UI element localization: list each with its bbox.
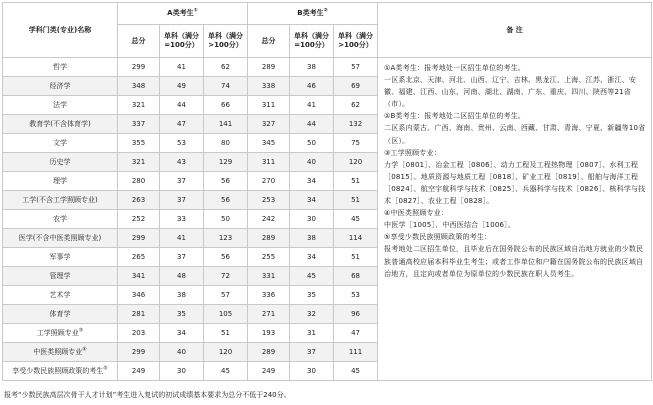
cell-b-single100: 50	[290, 134, 334, 153]
cell-a-total: 299	[118, 343, 160, 362]
cell-a-single100: 34	[160, 324, 204, 343]
cell-b-single100: 35	[290, 286, 334, 305]
remark-zone-b-provinces: 二区系内蒙古、广西、海南、贵州、云南、西藏、甘肃、青海、宁夏、新疆等10省（区）。	[384, 124, 646, 145]
cell-a-single100: 40	[160, 343, 204, 362]
remark-engineering-list: 力学［0801］、冶金工程［0806］、动力工程及工程热物理［0807］、水利工程［0815］、地质资源与地质工程［0818］、矿业工程［0819］、船舶与海洋工程［0824］、航空宇航科学与技术［0825］、兵器科学与技术［0826］、核科学与技术［0827］、农业工程［0828］。	[384, 160, 646, 206]
cell-a-single-over100: 129	[204, 153, 248, 172]
cell-a-total: 341	[118, 267, 160, 286]
header-remarks: 备 注	[378, 3, 652, 58]
cell-a-single100: 33	[160, 210, 204, 229]
remark-zone-b: ②B类考生：报考地处二区招生单位的考生。	[384, 112, 526, 121]
cell-b-total: 289	[248, 58, 290, 77]
cell-b-single100: 34	[290, 172, 334, 191]
cell-b-single100: 40	[290, 153, 334, 172]
footnote: 报考“少数民族高层次骨干人才计划”考生进入复试的初试成绩基本要求为总分不低于240分。	[4, 391, 291, 399]
cell-a-single100: 41	[160, 229, 204, 248]
cell-a-single-over100: 123	[204, 229, 248, 248]
cell-a-single-over100: 66	[204, 96, 248, 115]
header-category: 学科门类(专业)名称	[3, 3, 118, 58]
header-zone-a: A类考生①	[118, 3, 248, 25]
cell-a-single100: 37	[160, 248, 204, 267]
cell-a-single100: 49	[160, 77, 204, 96]
row-name: 军事学	[3, 248, 118, 267]
cell-b-total: 327	[248, 115, 290, 134]
cell-b-single100: 34	[290, 191, 334, 210]
table-row	[3, 58, 652, 77]
cell-b-single100: 30	[290, 362, 334, 381]
cell-b-total: 271	[248, 305, 290, 324]
cell-b-single-over100: 96	[334, 305, 378, 324]
header-total-b: 总分	[248, 25, 290, 58]
cell-b-total: 270	[248, 172, 290, 191]
row-name: 享受少数民族照顾政策的考生⑤	[3, 362, 118, 381]
cell-a-total: 337	[118, 115, 160, 134]
cell-b-single-over100: 51	[334, 248, 378, 267]
row-name: 理学	[3, 172, 118, 191]
cell-b-single-over100: 51	[334, 172, 378, 191]
cell-a-single-over100: 105	[204, 305, 248, 324]
cell-a-single-over100: 57	[204, 286, 248, 305]
row-name: 文学	[3, 134, 118, 153]
cell-b-single-over100: 111	[334, 343, 378, 362]
cell-a-single-over100: 62	[204, 58, 248, 77]
cell-a-total: 263	[118, 191, 160, 210]
cell-a-single-over100: 80	[204, 134, 248, 153]
cell-b-single-over100: 51	[334, 191, 378, 210]
cell-a-single100: 44	[160, 96, 204, 115]
row-name: 农学	[3, 210, 118, 229]
cell-a-total: 249	[118, 362, 160, 381]
cell-a-single100: 43	[160, 153, 204, 172]
cell-a-single100: 38	[160, 286, 204, 305]
remark-minority-text: 报考地处二区招生单位，且毕业后在国务院公布的民族区域自治地方就业的少数民族普通高校应届本科毕业生考生；或者工作单位和户籍在国务院公布的民族区域自治地方，且定向或者单位为原单位的少数民族在职人员考生。	[384, 245, 644, 278]
cell-b-total: 336	[248, 286, 290, 305]
cell-b-single-over100: 132	[334, 115, 378, 134]
cell-a-single-over100: 56	[204, 172, 248, 191]
cell-b-single-over100: 57	[334, 58, 378, 77]
cell-b-total: 311	[248, 153, 290, 172]
cell-b-single100: 44	[290, 115, 334, 134]
cell-b-single100: 38	[290, 58, 334, 77]
row-name: 艺术学	[3, 286, 118, 305]
cell-a-total: 348	[118, 77, 160, 96]
cell-b-single-over100: 47	[334, 324, 378, 343]
row-name: 医学(不含中医类照顾专业)	[3, 229, 118, 248]
cell-a-total: 281	[118, 305, 160, 324]
cell-b-total: 311	[248, 96, 290, 115]
cell-b-single-over100: 120	[334, 153, 378, 172]
cell-a-single-over100: 45	[204, 362, 248, 381]
cell-b-total: 242	[248, 210, 290, 229]
remark-minority-title: ⑤享受少数民族照顾政策的考生：	[384, 233, 492, 242]
cell-b-total: 249	[248, 362, 290, 381]
cell-a-single100: 47	[160, 115, 204, 134]
cell-a-total: 321	[118, 153, 160, 172]
cell-a-total: 299	[118, 58, 160, 77]
cell-a-total: 346	[118, 286, 160, 305]
cell-b-single100: 31	[290, 324, 334, 343]
cell-b-total: 338	[248, 77, 290, 96]
remark-zone-a-provinces: 一区系北京、天津、河北、山西、辽宁、吉林、黑龙江、上海、江苏、浙江、安徽、福建、江西、山东、河南、湖北、湖南、广东、重庆、四川、陕西等21省（市）。	[384, 76, 637, 109]
cell-b-single100: 32	[290, 305, 334, 324]
row-name: 工学照顾专业③	[3, 324, 118, 343]
header-single-100-b: 单科（满分=100分）	[290, 25, 334, 58]
row-name: 哲学	[3, 58, 118, 77]
cell-a-total: 265	[118, 248, 160, 267]
cell-b-total: 331	[248, 267, 290, 286]
cell-a-total: 299	[118, 229, 160, 248]
cell-a-single-over100: 72	[204, 267, 248, 286]
cell-b-total: 289	[248, 229, 290, 248]
cell-b-total: 255	[248, 248, 290, 267]
cell-b-single-over100: 45	[334, 362, 378, 381]
cell-b-total: 345	[248, 134, 290, 153]
cell-a-single100: 37	[160, 191, 204, 210]
cell-b-single-over100: 53	[334, 286, 378, 305]
cell-b-single-over100: 45	[334, 210, 378, 229]
cell-a-single-over100: 56	[204, 248, 248, 267]
cell-b-single100: 37	[290, 343, 334, 362]
cell-b-single100: 30	[290, 210, 334, 229]
row-name: 教育学(不含体育学)	[3, 115, 118, 134]
cell-a-total: 252	[118, 210, 160, 229]
remark-engineering-title: ③工学照顾专业：	[384, 148, 441, 157]
header-zone-b: B类考生②	[248, 3, 378, 25]
cell-b-total: 253	[248, 191, 290, 210]
cell-b-total: 289	[248, 343, 290, 362]
cell-a-single-over100: 50	[204, 210, 248, 229]
cell-a-total: 321	[118, 96, 160, 115]
header-single-100-a: 单科（满分=100分）	[160, 25, 204, 58]
cell-a-single-over100: 56	[204, 191, 248, 210]
cell-a-single100: 35	[160, 305, 204, 324]
header-single-over100-a: 单科（满分>100分）	[204, 25, 248, 58]
remark-tcm-title: ④中医类照顾专业：	[384, 209, 449, 218]
row-name: 体育学	[3, 305, 118, 324]
cell-b-single100: 38	[290, 229, 334, 248]
remarks-cell	[378, 58, 652, 381]
cell-b-single-over100: 114	[334, 229, 378, 248]
cell-a-single-over100: 120	[204, 343, 248, 362]
row-name: 管理学	[3, 267, 118, 286]
cell-b-single100: 45	[290, 267, 334, 286]
cell-b-single100: 46	[290, 77, 334, 96]
cell-a-single100: 37	[160, 172, 204, 191]
cell-b-total: 193	[248, 324, 290, 343]
cell-a-total: 203	[118, 324, 160, 343]
cell-a-single-over100: 74	[204, 77, 248, 96]
cell-b-single100: 34	[290, 248, 334, 267]
cell-b-single-over100: 62	[334, 96, 378, 115]
row-name: 中医类照顾专业④	[3, 343, 118, 362]
header-total-a: 总分	[118, 25, 160, 58]
row-name: 法学	[3, 96, 118, 115]
row-name: 经济学	[3, 77, 118, 96]
row-name: 工学(不含工学照顾专业)	[3, 191, 118, 210]
remark-tcm-list: 中医学［1005］、中西医结合［1006］。	[384, 221, 516, 230]
cell-a-single100: 53	[160, 134, 204, 153]
cell-b-single-over100: 69	[334, 77, 378, 96]
cell-a-total: 280	[118, 172, 160, 191]
cell-a-single-over100: 51	[204, 324, 248, 343]
cell-b-single-over100: 68	[334, 267, 378, 286]
cell-a-single100: 48	[160, 267, 204, 286]
cell-a-total: 355	[118, 134, 160, 153]
header-single-over100-b: 单科（满分>100分）	[334, 25, 378, 58]
remark-zone-a: ①A类考生：报考地处一区招生单位的考生。	[384, 64, 526, 72]
cell-b-single-over100: 75	[334, 134, 378, 153]
score-table	[2, 2, 652, 381]
cell-a-single100: 30	[160, 362, 204, 381]
cell-a-single-over100: 141	[204, 115, 248, 134]
cell-a-single100: 41	[160, 58, 204, 77]
row-name: 历史学	[3, 153, 118, 172]
cell-b-single100: 41	[290, 96, 334, 115]
